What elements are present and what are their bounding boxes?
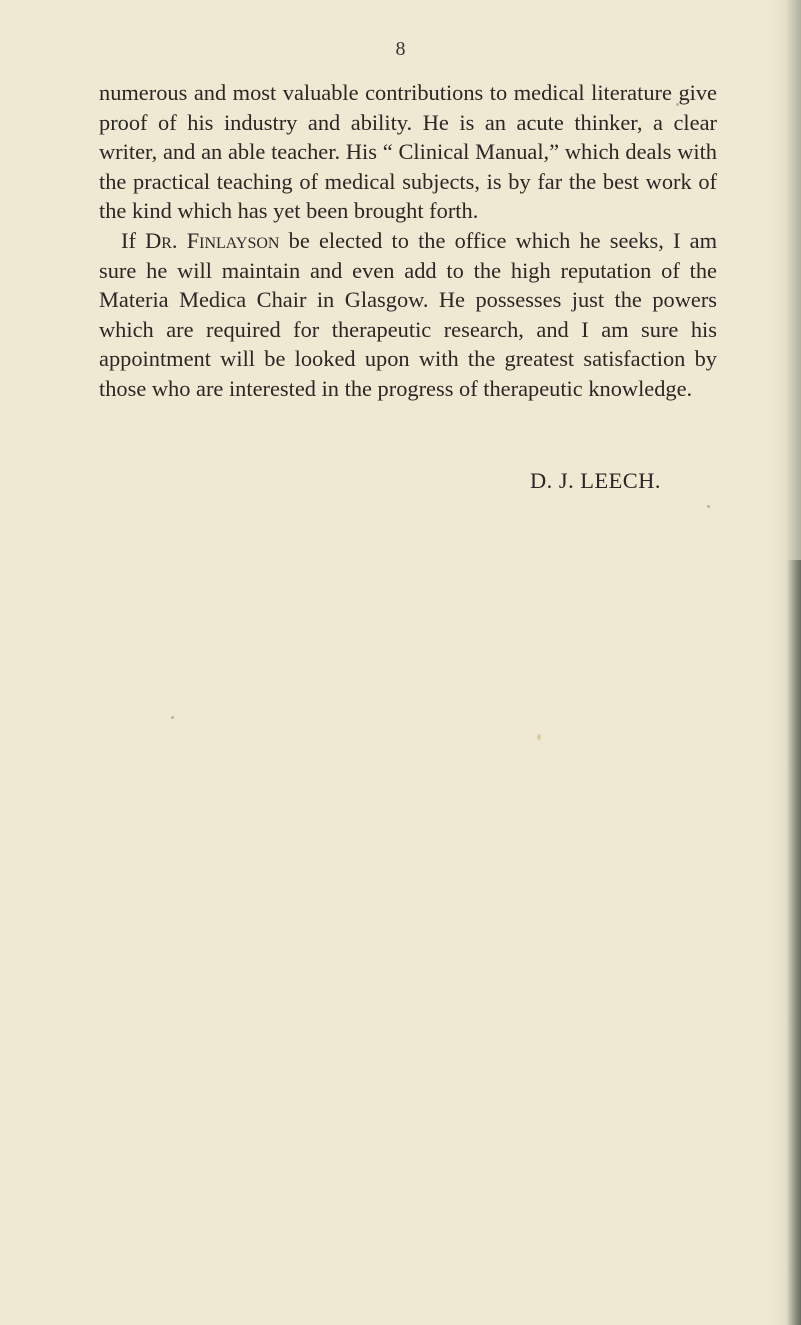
letter-body: [99, 78, 717, 404]
paragraph-2-lead: If: [121, 227, 146, 253]
paragraph-2-name: Dr. Finlayson: [145, 227, 280, 253]
paragraph-1: [99, 78, 717, 226]
paper-speck: [171, 716, 174, 719]
paper-speck: [676, 103, 679, 106]
signature: D. J. LEECH.: [530, 468, 662, 493]
page-number: 8: [395, 38, 406, 60]
page-edge-shadow: [787, 560, 801, 1325]
paragraph-2-rest: be elected to the office which he seeks, I am sure he will maintain and even add to the high reputation of the Materia Medica Chair in Glasgow. He possesses just the powers which are required for therapeutic research, and I am sure his appointment will be looked upon with the greatest satisfaction by those who are interested in the progress of therapeutic knowledge.: [99, 227, 718, 401]
paper-speck: [537, 734, 541, 740]
paragraph-1-text: numerous and most valuable contributions to medical literature give proof of his industry and ability. He is an acute thinker, a clear writer, and an able teacher. His “ Clinical Manual,” which deals with the practical teaching of medical subjects, is by far the best work of the kind which has yet been brought forth.: [99, 80, 717, 224]
paper-speck: [707, 505, 710, 508]
paragraph-2: [99, 226, 717, 404]
